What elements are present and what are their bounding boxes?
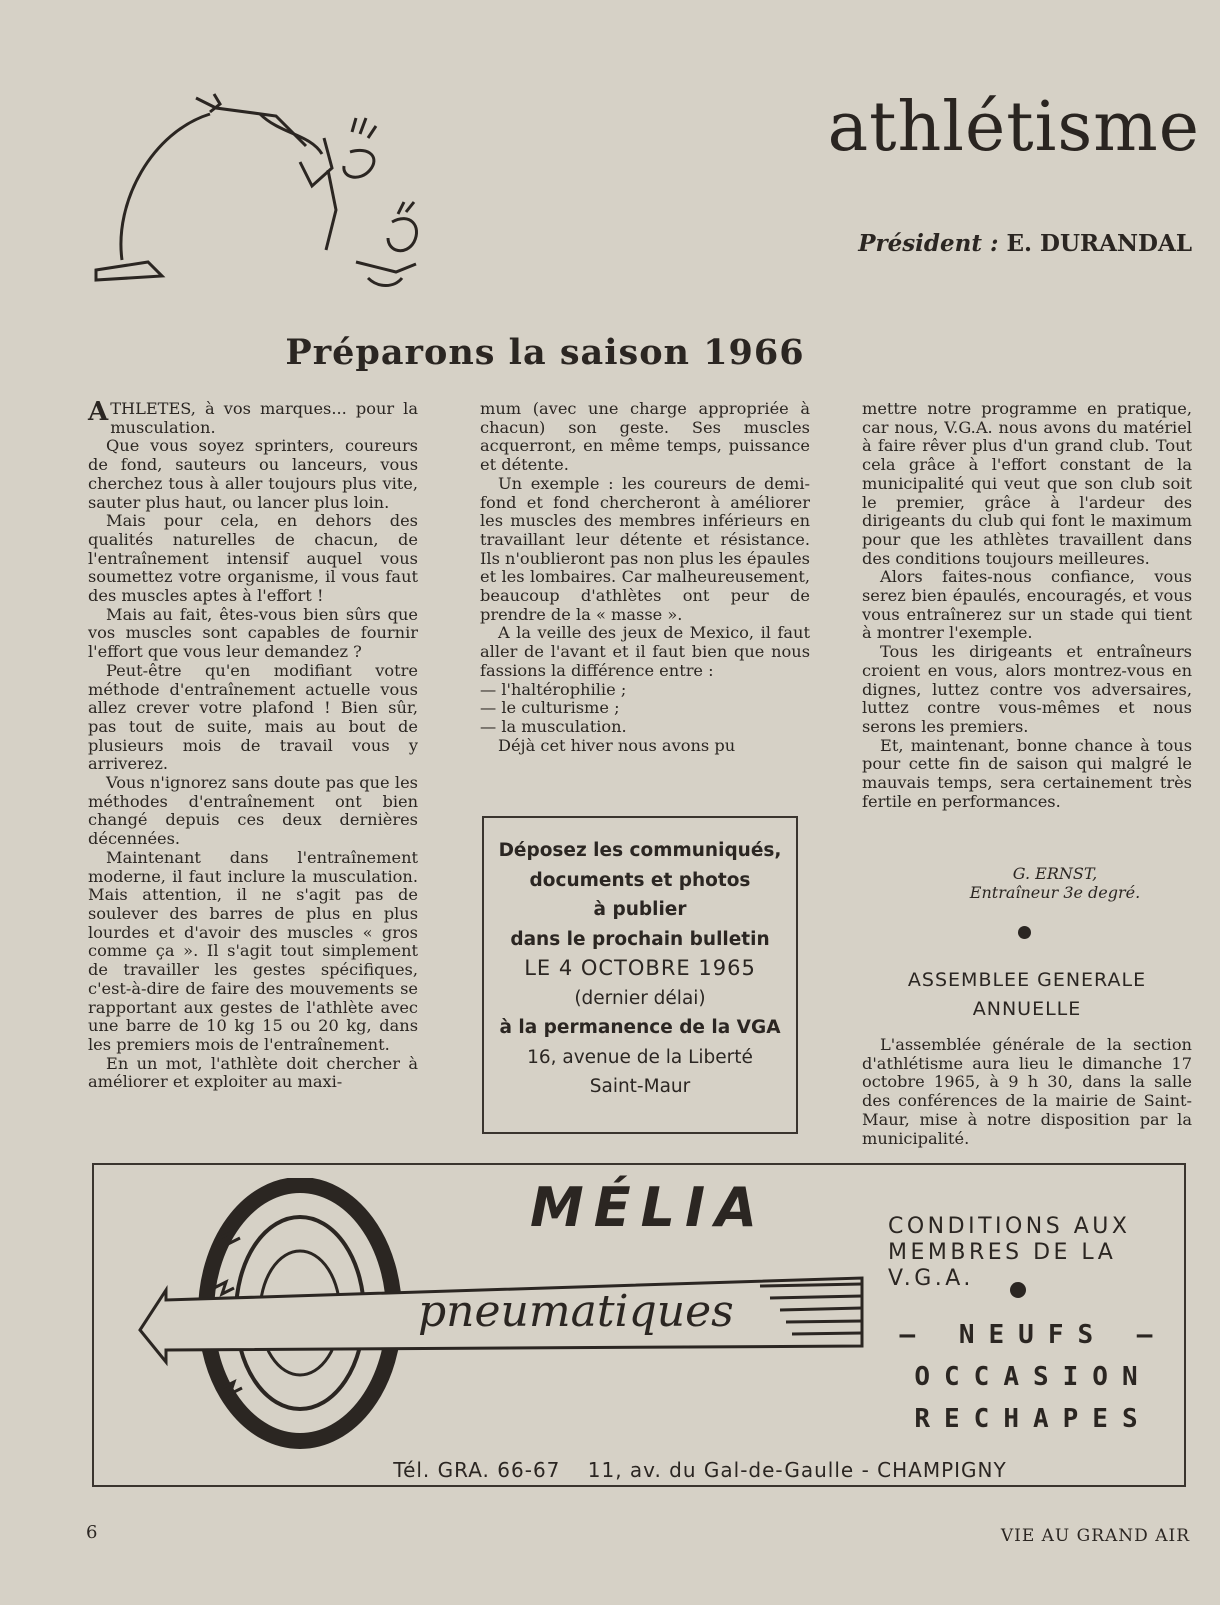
article-title: Préparons la saison 1966 <box>285 332 805 373</box>
assembly-title-line: ANNUELLE <box>972 998 1082 1020</box>
product-label: pneumatiques <box>418 1286 734 1337</box>
notice-city: Saint-Maur <box>589 1076 691 1097</box>
paragraph: A la veille des jeux de Mexico, il faut aller de l'avant et il faut bien que nous fassions la différence entre : <box>480 623 810 680</box>
ad-conditions <box>888 1214 1178 1292</box>
author-name: G. ERNST, <box>1012 864 1098 883</box>
ad-contact <box>250 1458 1150 1482</box>
paragraph: Un exemple : les coureurs de demi-fond et fond chercheront à améliorer les muscles des membres inférieurs en travaillant leur détente et résistance. Ils n'oublieront pas non plus les épaules et les lombaires. Car malheureusement, beaucoup d'athlètes ont peur de prendre de la « masse ». <box>480 473 810 624</box>
notice-place: à la permanence de la VGA <box>499 1017 781 1038</box>
paragraph: Alors faites-nous confiance, vous serez bien épaulés, encouragés, et vous vous entraînerez sur un stade qui tient à montrer l'exemple. <box>862 567 1192 643</box>
assembly-text <box>862 1036 1192 1148</box>
president-role: Président : <box>858 230 999 257</box>
ad-address: 11, av. du Gal-de-Gaulle - CHAMPIGNY <box>587 1458 1007 1482</box>
list-item: — l'haltérophilie ; <box>480 679 627 699</box>
notice-address: 16, avenue de la Liberté <box>527 1046 753 1068</box>
paragraph: Tous les dirigeants et entraîneurs croient en vous, alors montrez-vous en dignes, luttez contre vos adversaires, luttez contre vous-mêmes et nous serons les premiers. <box>862 642 1192 736</box>
ad-retreaded-tires: RECHAPES <box>914 1404 1152 1434</box>
paragraph: L'assemblée générale de la section d'athlétisme aura lieu le dimanche 17 octobre 1965, à 9 h 30, dans la salle des conférences de la mairie de Saint-Maur, mise à notre disposition par la municipalité. <box>862 1035 1192 1148</box>
pole-vault-illustration <box>92 92 432 302</box>
notice-line: à publier <box>593 899 687 920</box>
paragraph: Mais pour cela, en dehors des qualités naturelles de chacun, de l'entraînement intensif auquel vous soumettez votre organisme, il vous faut des muscles aptes à l'effort ! <box>88 511 418 606</box>
dropcap: A <box>88 397 109 427</box>
paragraph: ATHLETES, à vos marques... pour la musculation. <box>88 397 418 437</box>
ad-conditions-line: MEMBRES DE LA V.G.A. <box>888 1240 1117 1291</box>
notice-line: documents et photos <box>529 869 751 891</box>
paragraph: Déjà cet hiver nous avons pu <box>498 735 736 755</box>
paragraph: Mais au fait, êtes-vous bien sûrs que vos muscles sont capables de fournir l'effort que vous leur demandez ? <box>88 604 418 662</box>
notice-deadline: (dernier délai) <box>574 987 706 1009</box>
brand-name: MÉLIA <box>530 1176 767 1239</box>
article-column-3 <box>862 400 1192 811</box>
list-item: — le culturisme ; <box>480 698 620 718</box>
president-name: E. DURANDAL <box>1006 230 1192 257</box>
ad-phone: Tél. GRA. 66-67 <box>393 1458 561 1482</box>
ad-bullet-icon <box>1010 1282 1026 1298</box>
notice-date: LE 4 OCTOBRE 1965 <box>524 956 756 980</box>
author-title: Entraîneur 3e degré. <box>969 883 1141 902</box>
submission-notice-box <box>482 816 798 1134</box>
journal-name: VIE AU GRAND AIR <box>1000 1526 1190 1546</box>
assembly-title-line: ASSEMBLEE GENERALE <box>907 969 1147 991</box>
section-title: athlétisme <box>827 88 1200 167</box>
notice-line: dans le prochain bulletin <box>510 928 770 950</box>
president-line <box>760 230 1192 257</box>
list-item: — la musculation. <box>480 716 627 736</box>
ad-new-tires: — NEUFS — <box>899 1320 1167 1350</box>
article-column-1 <box>88 397 418 1092</box>
paragraph: mum (avec une charge appropriée à chacun) son geste. Ses muscles acquerront, en même temps, puissance et détente. <box>480 399 810 475</box>
assembly-title <box>862 966 1192 1024</box>
paragraph: Vous n'ignorez sans doute pas que les méthodes d'entraînement ont bien changé depuis ces deux dernières décennées. <box>88 773 418 849</box>
paragraph: En un mot, l'athlète doit chercher à améliorer et exploiter au maxi- <box>88 1053 418 1092</box>
author-signature <box>930 864 1180 902</box>
page-number: 6 <box>86 1522 98 1543</box>
paragraph: Que vous soyez sprinters, coureurs de fond, sauteurs ou lanceurs, vous cherchez tous à aller toujours plus vite, sauter plus haut, ou lancer plus loin. <box>88 436 418 512</box>
paragraph: mettre notre programme en pratique, car nous, V.G.A. nous avons du matériel à faire rêver plus d'un grand club. Tout cela grâce à l'effort constant de la municipalité qui veut que son club soit le premier, grâce à l'ardeur des dirigeants du club qui font le maximum pour que les athlètes travaillent dans des conditions toujours meilleures. <box>862 399 1192 568</box>
notice-line: Déposez les communiqués, <box>498 840 782 861</box>
separator-bullet-icon <box>1018 926 1031 939</box>
paragraph: Peut-être qu'en modifiant votre méthode d'entraînement actuelle vous allez crever votre plafond ! Bien sûr, pas tout de suite, mais au bout de plusieurs mois de travail vous y arriverez. <box>88 660 418 774</box>
paragraph: Et, maintenant, bonne chance à tous pour cette fin de saison qui malgré le mauvais temps, sera certainement très fertile en performances. <box>862 735 1192 811</box>
ad-conditions-line: CONDITIONS AUX <box>888 1214 1131 1239</box>
paragraph: Maintenant dans l'entraînement moderne, il faut inclure la musculation. Mais attention, il ne s'agit pas de soulever des barres de plus en plus lourdes et d'avoir des muscles « gros comme ça ». Il s'agit tout simplement de travailler les gestes spécifiques, c'est-à-dire de faire des mouvements se rapportant aux gestes de l'athlète avec une barre de 10 kg 15 ou 20 kg, dans les premiers mois de l'entraînement. <box>88 847 418 1054</box>
ad-used-tires: OCCASION <box>914 1362 1152 1392</box>
article-column-2 <box>480 400 810 755</box>
